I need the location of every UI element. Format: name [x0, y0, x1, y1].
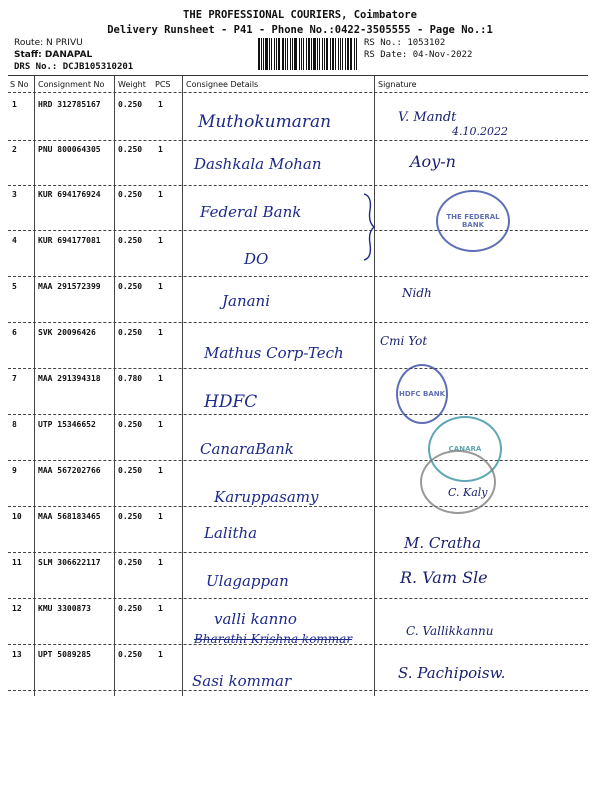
table-header-rule	[8, 92, 588, 93]
barcode-bar	[282, 38, 285, 70]
drs-number: DRS No.: DCJB105310201	[14, 62, 134, 72]
row-pcs: 1	[158, 604, 163, 613]
column-divider	[34, 76, 35, 696]
barcode-bar	[269, 38, 270, 70]
row-weight: 0.250	[118, 328, 143, 337]
barcode-bar	[317, 38, 318, 70]
header-pcs: PCS	[155, 80, 171, 89]
signature-11: R. Vam Sle	[400, 568, 488, 587]
row-sno: 12	[12, 604, 22, 613]
row-pcs: 1	[158, 190, 163, 199]
row-weight: 0.250	[118, 466, 143, 475]
row-weight: 0.250	[118, 604, 143, 613]
row-consignment-no: MAA 568183465	[38, 512, 101, 521]
row-weight: 0.250	[118, 100, 143, 109]
row-pcs: 1	[158, 100, 163, 109]
row-sno: 8	[12, 420, 17, 429]
barcode-bar	[292, 38, 293, 70]
barcode-bar	[299, 38, 300, 70]
row-sno: 11	[12, 558, 22, 567]
row-consignment-no: MAA 291394318	[38, 374, 101, 383]
barcode-bar	[350, 38, 353, 70]
signature-date-1: 4.10.2022	[452, 125, 508, 138]
barcode-bar	[274, 38, 275, 70]
barcode-bar	[356, 38, 357, 70]
row-pcs: 1	[158, 282, 163, 291]
row-pcs: 1	[158, 328, 163, 337]
barcode-bar	[278, 38, 280, 70]
column-divider	[114, 76, 115, 696]
row-sno: 7	[12, 374, 17, 383]
barcode-bar	[276, 38, 277, 70]
consignee-struck-12: Bharathi Krishna kommar	[194, 632, 353, 646]
barcode-bar	[313, 38, 316, 70]
row-separator	[8, 598, 588, 599]
barcode-bar	[306, 38, 307, 70]
barcode-bar	[258, 38, 260, 70]
rs-number: RS No.: 1053102	[364, 38, 446, 48]
barcode	[258, 38, 358, 70]
row-weight: 0.250	[118, 650, 143, 659]
consignee-handwriting-8: CanaraBank	[200, 440, 294, 458]
table-top-rule	[8, 75, 588, 76]
barcode-bar	[263, 38, 264, 70]
row-separator	[8, 185, 588, 186]
header-sno: S No	[10, 80, 29, 89]
row-separator	[8, 368, 588, 369]
row-sno: 4	[12, 236, 17, 245]
barcode-bar	[311, 38, 312, 70]
consignee-handwriting-5: Janani	[222, 292, 271, 310]
barcode-bar	[308, 38, 310, 70]
round-stamp	[420, 450, 496, 514]
barcode-bar	[332, 38, 335, 70]
barcode-bar	[271, 38, 273, 70]
row-consignment-no: PNU 800064305	[38, 145, 101, 154]
signature-13: S. Pachipoisw.	[398, 664, 506, 682]
row-separator	[8, 552, 588, 553]
row-pcs: 1	[158, 420, 163, 429]
signature-1: V. Mandt	[398, 110, 457, 125]
company-title: THE PROFESSIONAL COURIERS, Coimbatore	[183, 9, 417, 21]
consignee-handwriting-2: Dashkala Mohan	[194, 155, 322, 173]
route-label: Route: N PRIVU	[14, 38, 83, 48]
row-separator	[8, 322, 588, 323]
header-consignee: Consignee Details	[186, 80, 259, 89]
barcode-bar	[354, 38, 355, 70]
row-sno: 6	[12, 328, 17, 337]
consignee-handwriting-9: Karuppasamy	[214, 488, 319, 506]
barcode-bar	[287, 38, 288, 70]
row-consignment-no: MAA 291572399	[38, 282, 101, 291]
row-pcs: 1	[158, 466, 163, 475]
barcode-bar	[342, 38, 343, 70]
rs-date: RS Date: 04-Nov-2022	[364, 50, 473, 60]
runsheet-title: Delivery Runsheet - P41 - Phone No.:0422-3505555 - Page No.:1	[107, 24, 493, 36]
ditto-brace	[362, 192, 376, 262]
row-pcs: 1	[158, 145, 163, 154]
row-sno: 1	[12, 100, 17, 109]
row-consignment-no: KUR 694177081	[38, 236, 101, 245]
consignee-handwriting-1: Muthokumaran	[198, 112, 332, 132]
row-sno: 13	[12, 650, 22, 659]
barcode-bar	[294, 38, 297, 70]
row-separator	[8, 690, 588, 691]
row-sno: 10	[12, 512, 22, 521]
signature-10: M. Cratha	[404, 534, 482, 552]
header-weight: Weight	[118, 80, 146, 89]
row-consignment-no: HRD 312785167	[38, 100, 101, 109]
row-separator	[8, 460, 588, 461]
row-consignment-no: UPT 5089285	[38, 650, 91, 659]
consignee-handwriting-7: HDFC	[204, 392, 258, 412]
barcode-bar	[285, 38, 286, 70]
signature-9: C. Kaly	[448, 486, 488, 499]
row-separator	[8, 414, 588, 415]
row-sno: 3	[12, 190, 17, 199]
signature-12: C. Vallikkannu	[406, 624, 494, 638]
row-sno: 2	[12, 145, 17, 154]
row-pcs: 1	[158, 512, 163, 521]
row-consignment-no: SLM 306622117	[38, 558, 101, 567]
hdfc-stamp: HDFC BANK	[396, 364, 448, 424]
barcode-bar	[301, 38, 303, 70]
barcode-bar	[338, 38, 339, 70]
row-consignment-no: KUR 694176924	[38, 190, 101, 199]
signature-2: Aoy-n	[410, 152, 456, 171]
column-divider	[374, 76, 375, 696]
row-separator	[8, 506, 588, 507]
barcode-bar	[261, 38, 262, 70]
row-pcs: 1	[158, 558, 163, 567]
federal-bank-stamp: THE FEDERAL BANK	[436, 190, 510, 252]
row-separator	[8, 276, 588, 277]
barcode-bar	[265, 38, 268, 70]
barcode-bar	[326, 38, 328, 70]
row-pcs: 1	[158, 374, 163, 383]
consignee-handwriting-3: Federal Bank	[200, 203, 302, 221]
consignee-handwriting-11: Ulagappan	[206, 572, 289, 590]
consignee-handwriting-6: Mathus Corp-Tech	[204, 344, 344, 362]
row-weight: 0.250	[118, 236, 143, 245]
row-separator	[8, 140, 588, 141]
row-weight: 0.250	[118, 420, 143, 429]
row-weight: 0.250	[118, 145, 143, 154]
consignee-handwriting-13: Sasi kommar	[192, 672, 292, 690]
barcode-bar	[330, 38, 331, 70]
barcode-bar	[345, 38, 346, 70]
row-consignment-no: UTP 15346652	[38, 420, 96, 429]
row-weight: 0.780	[118, 374, 143, 383]
barcode-bar	[335, 38, 336, 70]
row-consignment-no: MAA 567202766	[38, 466, 101, 475]
header-consignment: Consignment No	[38, 80, 105, 89]
signature-5: Nidh	[402, 286, 432, 300]
barcode-bar	[303, 38, 304, 70]
barcode-bar	[340, 38, 342, 70]
consignee-handwriting-12: valli kanno	[214, 610, 297, 628]
barcode-bar	[322, 38, 324, 70]
canara-stamp: CANARA	[428, 416, 502, 482]
barcode-bar	[347, 38, 349, 70]
column-divider	[182, 76, 183, 696]
row-sno: 9	[12, 466, 17, 475]
signature-6: Cmi Yot	[380, 334, 428, 348]
consignee-handwriting-10: Lalitha	[204, 524, 258, 542]
row-weight: 0.250	[118, 282, 143, 291]
barcode-bar	[319, 38, 320, 70]
row-consignment-no: SVK 20096426	[38, 328, 96, 337]
row-weight: 0.250	[118, 558, 143, 567]
row-weight: 0.250	[118, 190, 143, 199]
consignee-handwriting-4: DO	[244, 250, 269, 268]
header-signature: Signature	[378, 80, 417, 89]
row-weight: 0.250	[118, 512, 143, 521]
row-pcs: 1	[158, 236, 163, 245]
row-sno: 5	[12, 282, 17, 291]
staff-label: Staff: DANAPAL	[14, 50, 93, 60]
row-consignment-no: KMU 3300873	[38, 604, 91, 613]
barcode-bar	[290, 38, 292, 70]
row-pcs: 1	[158, 650, 163, 659]
barcode-bar	[324, 38, 325, 70]
